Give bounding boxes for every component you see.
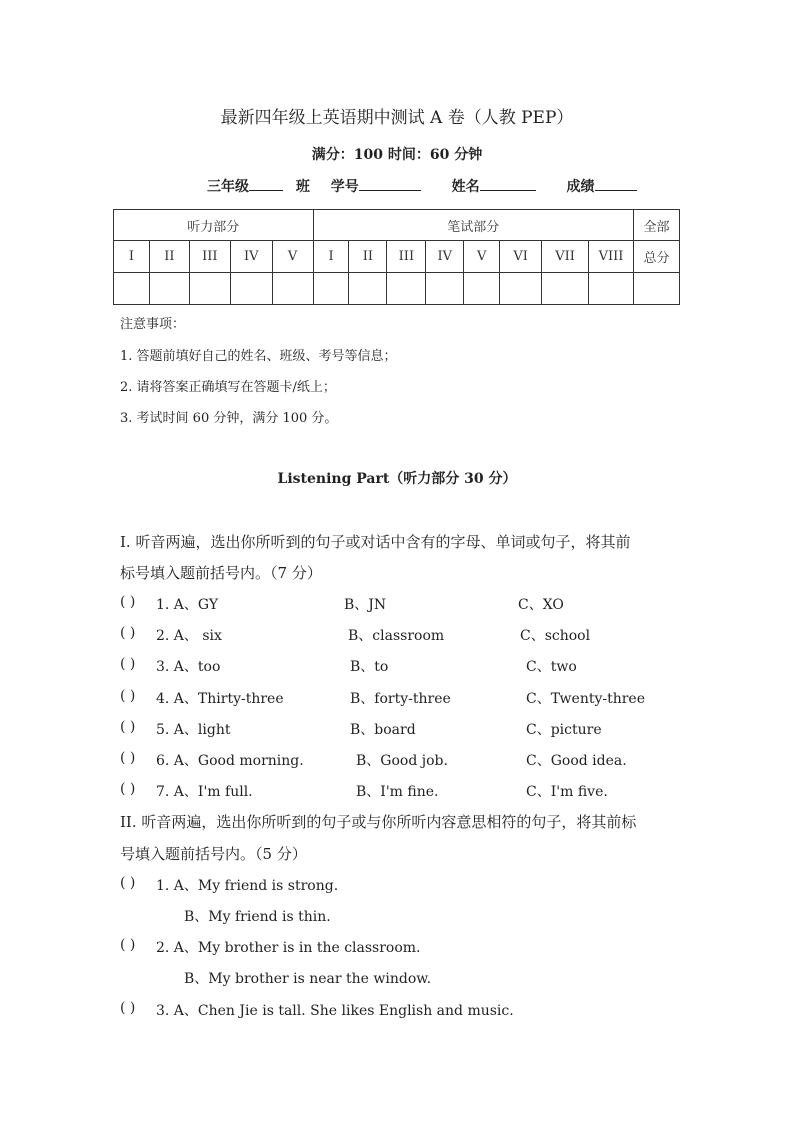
score-cell[interactable]: [387, 273, 426, 305]
notes-heading: 注意事项：: [120, 317, 186, 332]
option-b: B、Good job.: [356, 753, 448, 769]
writing-col-header: V: [464, 241, 500, 273]
total-header-top: 全部: [633, 210, 679, 241]
listening-col-header: III: [189, 241, 230, 273]
option-c: C、XO: [518, 597, 564, 613]
name-blank[interactable]: [480, 176, 536, 191]
ban-label: 班: [295, 179, 310, 195]
class-blank[interactable]: [249, 176, 283, 191]
score-cell[interactable]: [189, 273, 230, 305]
answer-paren[interactable]: ( ): [120, 750, 136, 766]
answer-paren[interactable]: ( ): [120, 594, 136, 610]
option-a: 1. A、My friend is strong.: [156, 878, 339, 894]
option-b: B、to: [350, 659, 389, 675]
writing-col-header: VII: [542, 241, 589, 273]
listening-col-header: V: [272, 241, 313, 273]
listening-part-heading: Listening Part（听力部分 30 分）: [277, 471, 517, 487]
listening-section-header: 听力部分: [114, 210, 314, 241]
option-b: B、I'm fine.: [356, 784, 439, 800]
score-cell[interactable]: [149, 273, 189, 305]
answer-paren[interactable]: ( ): [120, 625, 136, 641]
writing-col-header: I: [313, 241, 349, 273]
option-b: B、board: [350, 722, 416, 738]
option-c: C、picture: [526, 722, 602, 738]
option-c: C、I'm five.: [526, 784, 608, 800]
note-item: 2. 请将答案正确填写在答题卡/纸上；: [120, 380, 336, 395]
option-a: 1. A、GY: [156, 597, 219, 613]
exam-subtitle: 满分：100 时间：60 分钟: [311, 147, 483, 163]
option-c: C、Good idea.: [526, 753, 627, 769]
note-item: 3. 考试时间 60 分钟，满分 100 分。: [120, 411, 338, 426]
class-label: 三年级: [207, 179, 249, 195]
name-label: 姓名: [451, 179, 480, 195]
option-b: B、classroom: [348, 628, 445, 644]
option-b: B、JN: [344, 597, 387, 613]
score-cell[interactable]: [230, 273, 272, 305]
section2-intro: II. 听音两遍，选出你所听到的句子或与你所听内容意思相符的句子，将其前标: [120, 813, 637, 831]
score-blank[interactable]: [595, 176, 637, 191]
score-table: [113, 209, 680, 305]
answer-paren[interactable]: ( ): [120, 656, 136, 672]
listening-col-header: IV: [230, 241, 272, 273]
answer-paren[interactable]: ( ): [120, 781, 136, 797]
listening-col-header: II: [149, 241, 189, 273]
option-a: 3. A、too: [156, 659, 221, 675]
option-b: B、forty-three: [350, 691, 451, 707]
answer-paren[interactable]: ( ): [120, 875, 136, 891]
page-title: 最新四年级上英语期中测试 A 卷（人教 PEP）: [220, 108, 574, 128]
writing-col-header: II: [349, 241, 387, 273]
option-a: 2. A、 six: [156, 628, 222, 644]
student-info-line: [207, 176, 637, 196]
section2-intro: 号填入题前括号内。（5 分）: [120, 845, 307, 863]
option-a: 2. A、My brother is in the classroom.: [156, 940, 421, 956]
score-cell[interactable]: [500, 273, 542, 305]
score-cell[interactable]: [426, 273, 464, 305]
student-id-blank[interactable]: [359, 176, 421, 191]
answer-paren[interactable]: ( ): [120, 1000, 136, 1016]
answer-paren[interactable]: ( ): [120, 719, 136, 735]
option-b: B、My friend is thin.: [184, 909, 331, 925]
answer-paren[interactable]: ( ): [120, 937, 136, 953]
option-a: 7. A、I'm full.: [156, 784, 253, 800]
section1-intro: 标号填入题前括号内。（7 分）: [120, 564, 322, 582]
writing-col-header: VIII: [589, 241, 634, 273]
writing-col-header: VI: [500, 241, 542, 273]
option-a: 6. A、Good morning.: [156, 753, 304, 769]
student-id-label: 学号: [330, 179, 359, 195]
option-c: C、Twenty-three: [526, 691, 646, 707]
option-a: 3. A、Chen Jie is tall. She likes English and music.: [156, 1003, 514, 1019]
score-cell[interactable]: [349, 273, 387, 305]
note-item: 1. 答题前填好自己的姓名、班级、考号等信息；: [120, 349, 397, 364]
score-cell[interactable]: [542, 273, 589, 305]
option-c: C、school: [520, 628, 591, 644]
section1-intro: I. 听音两遍，选出你所听到的句子或对话中含有的字母、单词或句子，将其前: [120, 533, 631, 551]
option-a: 5. A、light: [156, 722, 231, 738]
option-c: C、two: [526, 659, 577, 675]
score-cell[interactable]: [313, 273, 349, 305]
total-score-cell[interactable]: [633, 273, 679, 305]
total-header-bottom: 总分: [633, 241, 679, 273]
answer-paren[interactable]: ( ): [120, 688, 136, 704]
score-cell[interactable]: [464, 273, 500, 305]
listening-col-header: I: [114, 241, 150, 273]
option-b: B、My brother is near the window.: [184, 971, 432, 987]
score-label: 成绩: [566, 179, 595, 195]
writing-col-header: IV: [426, 241, 464, 273]
writing-col-header: III: [387, 241, 426, 273]
writing-section-header: 笔试部分: [313, 210, 633, 241]
score-cell[interactable]: [114, 273, 150, 305]
score-cell[interactable]: [589, 273, 634, 305]
option-a: 4. A、Thirty-three: [156, 691, 284, 707]
score-cell[interactable]: [272, 273, 313, 305]
